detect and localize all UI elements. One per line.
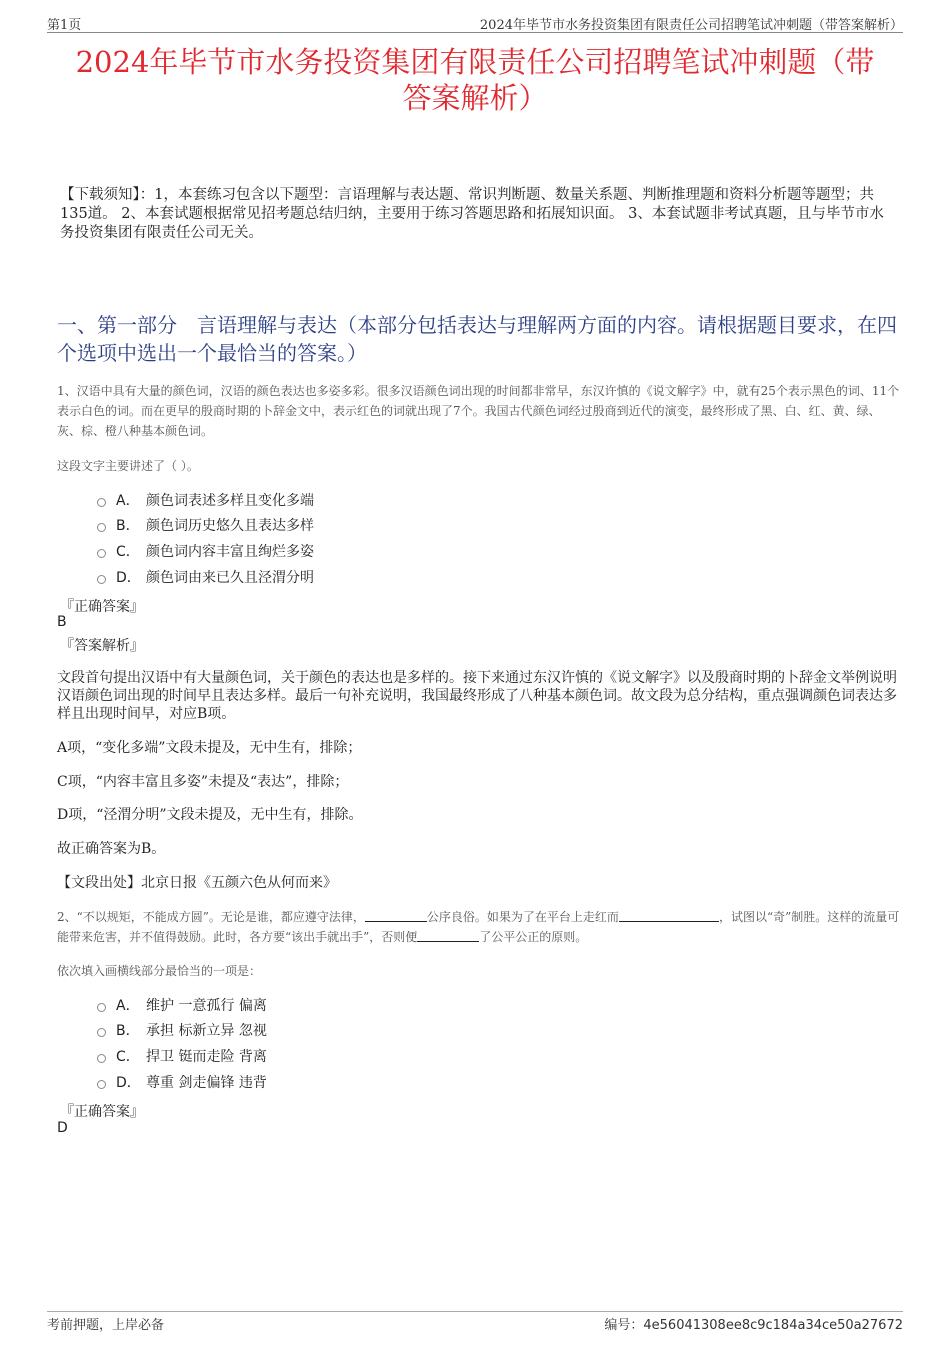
question-1-option-c[interactable]: C． 颜色词内容丰富且绚烂多姿 <box>97 542 314 562</box>
footer-divider <box>47 1311 903 1312</box>
footer-code-label: 编号： <box>604 1318 644 1333</box>
header-divider <box>47 32 903 33</box>
question-2-option-d[interactable]: D． 尊重 剑走偏锋 违背 <box>97 1073 267 1093</box>
footer-code <box>604 1314 903 1333</box>
question-2-text: 2、“不以规矩，不能成方圆”。无论是谁，都应遵守法律， 公序良俗。如果为了在平台上走红而 ，试图以“奇”制胜。这样的流量可能带来危害，并不值得鼓励。此时，各方要“该出手就出手”，否则便 了公平公正的原则。 <box>57 910 900 944</box>
question-1-analysis-label: 『答案解析』 <box>60 638 144 654</box>
question-1-analysis: 文段首句提出汉语中有大量颜色词，关于颜色的表达也是多样的。接下来通过东汉许慎的《说文解字》以及殷商时期的卜辞金文举例说明汉语颜色词出现的时间早且表达多样。最后一句补充说明，我国最终形成了八种基本颜色词。故文段为总分结构，重点强调颜色词表达多样且出现时间早，对应B项。 <box>57 670 897 722</box>
document-title <box>47 44 903 116</box>
blank-3 <box>417 929 479 942</box>
question-1-text: 1、汉语中具有大量的颜色词，汉语的颜色表达也多姿多彩。很多汉语颜色词出现的时间都非常早，东汉许慎的《说文解字》中，就有25个表示黑色的词、11个表示白色的词。而在更早的殷商时期的卜辞金文中，表示红色的词就出现了7个。我国古代颜色词经过殷商到近代的演变，最终形成了黑、白、红、黄、绿、灰、棕、橙八种基本颜色词。 <box>57 384 900 438</box>
document-title-line2: 答案解析） <box>402 81 548 115</box>
download-notice: 【下载须知】：1，本套练习包含以下题型：言语理解与表达题、常识判断题、数量关系题、判断推理题和资料分析题等题型；共135道。 2、本套试题根据常见招考题总结归纳，主要用于练习答题思路和拓展知识面。 3、本套试题非考试真题，且与毕节市水务投资集团有限责任公司无关。 <box>60 187 884 241</box>
document-title-line1: 2024年毕节市水务投资集团有限责任公司招聘笔试冲刺题（带 <box>75 45 875 79</box>
blank-2 <box>619 909 719 922</box>
blank-1 <box>365 909 427 922</box>
question-1-note-d: D项，“泾渭分明”文段未提及，无中生有，排除。 <box>57 807 363 823</box>
running-header-title: 2024年毕节市水务投资集团有限责任公司招聘笔试冲刺题（带答案解析） <box>479 18 903 33</box>
page-number: 第1页 <box>47 18 82 33</box>
question-2-answer-label: 『正确答案』 <box>60 1104 144 1120</box>
footer-code-value: 4e56041308ee8c9c184a34ce50a27672 <box>643 1318 903 1333</box>
question-2-stem: 依次填入画横线部分最恰当的一项是： <box>57 964 262 978</box>
question-1-answer-label: 『正确答案』 <box>60 599 144 615</box>
question-1-option-d[interactable]: D． 颜色词由来已久且泾渭分明 <box>97 568 314 588</box>
question-2-option-a[interactable]: A． 维护 一意孤行 偏离 <box>97 996 267 1016</box>
question-2-option-b[interactable]: B． 承担 标新立异 忽视 <box>97 1021 267 1041</box>
radio-icon[interactable] <box>97 549 106 558</box>
question-1-option-a[interactable]: A． 颜色词表述多样且变化多端 <box>97 491 314 511</box>
radio-icon[interactable] <box>97 1080 106 1089</box>
question-1-stem: 这段文字主要讲述了（ ）。 <box>57 459 199 473</box>
question-1-conclusion: 故正确答案为B。 <box>57 841 166 857</box>
footer-slogan: 考前押题，上岸必备 <box>47 1318 165 1333</box>
radio-icon[interactable] <box>97 1028 106 1037</box>
radio-icon[interactable] <box>97 1003 106 1012</box>
section-title: 一、第一部分 言语理解与表达（本部分包括表达与理解两方面的内容。请根据题目要求，在四个选项中选出一个最恰当的答案。） <box>57 313 897 365</box>
question-1-option-b[interactable]: B． 颜色词历史悠久且表达多样 <box>97 516 314 536</box>
question-2-option-c[interactable]: C． 捍卫 铤而走险 背离 <box>97 1047 267 1067</box>
radio-icon[interactable] <box>97 523 106 532</box>
question-1-note-a: A项，“变化多端”文段未提及，无中生有，排除； <box>57 740 362 756</box>
question-1-source: 【文段出处】北京日报《五颜六色从何而来》 <box>57 875 337 891</box>
question-1-answer: B <box>57 614 67 630</box>
radio-icon[interactable] <box>97 498 106 507</box>
question-1-note-c: C项，“内容丰富且多姿”未提及“表达”，排除； <box>57 774 349 790</box>
radio-icon[interactable] <box>97 575 106 584</box>
radio-icon[interactable] <box>97 1054 106 1063</box>
question-2-answer: D <box>57 1120 68 1136</box>
